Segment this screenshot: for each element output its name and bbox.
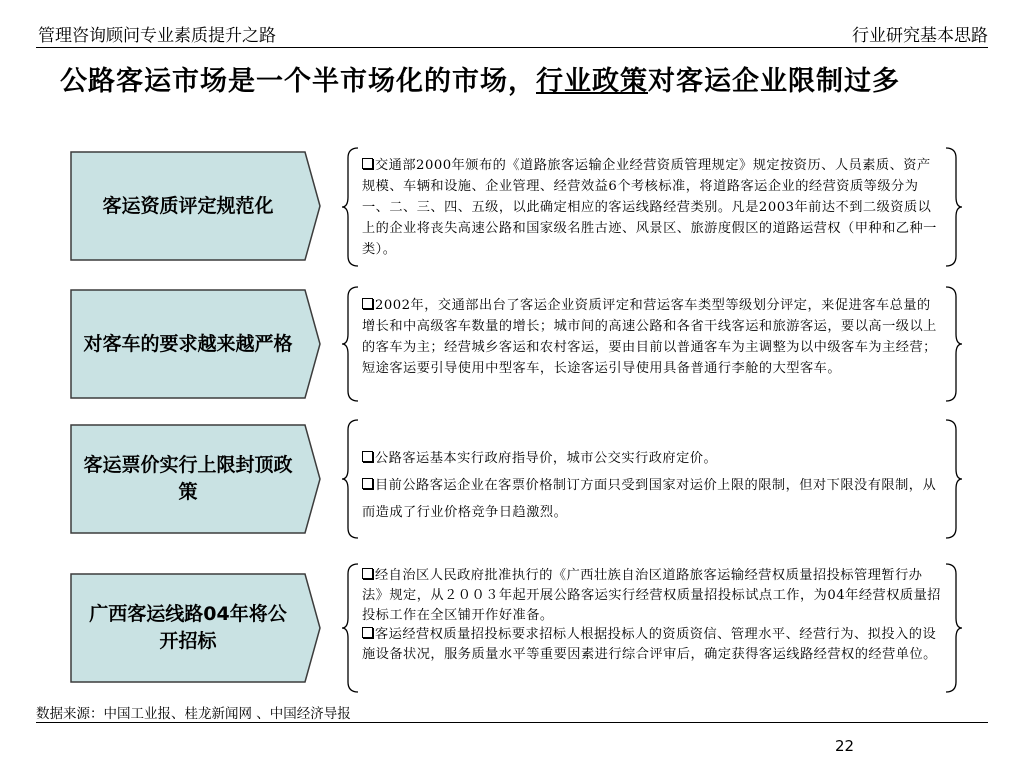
section-2-label-box [70, 289, 322, 399]
left-brace-icon [340, 562, 360, 694]
page-number: 22 [835, 737, 855, 755]
section-1-paragraph-1: 交通部2000年颁布的《道路旅客运输企业经营资质管理规定》规定按资历、人员素质、资产规模、车辆和设施、企业管理、经营效益6个考核标准，将道路客运企业的经营资质等级分为一、二、三、四、五级，以此确定相应的客运线路经营类别。凡是2003年前达不到二级资质以上的企业将丧失高速公路和国家级名胜古迹、风景区、旅游度假区的道路运营权（甲种和乙种一类）。 [362, 158, 937, 257]
right-brace-icon [944, 562, 964, 694]
header-divider [36, 47, 988, 48]
section-1-label-box [70, 151, 322, 261]
section-4-paragraph-2: 客运经营权质量招投标要求招标人根据投标人的资质资信、管理水平、经营行为、拟投入的设施设备状况，服务质量水平等重要因素进行综合评审后，确定获得客运线路经营权的经营单位。 [362, 627, 937, 663]
left-brace-icon [340, 285, 360, 403]
right-brace-icon [944, 418, 964, 540]
data-source: 数据来源：中国工业报、桂龙新闻网 、中国经济导报 [36, 706, 351, 722]
checkbox-bullet-icon [362, 298, 373, 309]
section-4-label: 广西客运线路04年将公开招标 [89, 603, 287, 652]
section-3-paragraph-1: 公路客运基本实行政府指导价，城市公交实行政府定价。 [362, 445, 942, 472]
checkbox-bullet-icon [362, 158, 373, 169]
slide-title [60, 62, 980, 102]
section-2-label: 对客车的要求越来越严格 [83, 332, 293, 355]
checkbox-bullet-icon [362, 627, 373, 638]
title-part1: 公路客运市场是一个半市场化的市场， [60, 66, 536, 97]
section-4-label-box [70, 573, 322, 683]
section-4-paragraph-1: 经自治区人民政府批准执行的《广西壮族自治区道路旅客运输经营权质量招投标管理暂行办法》规定，从２００３年起开展公路客运实行经营权质量招投标试点工作，为04年经营权质量招投标工作在全区铺开作好准备。 [362, 568, 941, 623]
checkbox-bullet-icon [362, 451, 373, 462]
left-brace-icon [340, 146, 360, 268]
header-left-title: 管理咨询顾问专业素质提升之路 [38, 26, 276, 46]
checkbox-bullet-icon [362, 568, 373, 579]
checkbox-bullet-icon [362, 478, 373, 489]
right-brace-icon [944, 285, 964, 403]
header-right-title: 行业研究基本思路 [852, 26, 988, 46]
section-3-label: 客运票价实行上限封顶政策 [83, 454, 293, 503]
section-1-label: 客运资质评定规范化 [102, 194, 274, 217]
section-3-description [362, 445, 942, 526]
title-underlined: 行业政策 [536, 66, 648, 97]
section-4-description [362, 566, 942, 665]
footer-divider [36, 722, 988, 723]
section-3-label-box [70, 424, 322, 534]
title-part2: 对客运企业限制过多 [648, 66, 900, 97]
section-1-description [362, 155, 942, 260]
right-brace-icon [944, 146, 964, 268]
section-2-description [362, 295, 942, 379]
section-3-paragraph-2: 目前公路客运企业在客票价格制订方面只受到国家对运价上限的限制，但对下限没有限制，从而造成了行业价格竞争日趋激烈。 [362, 478, 937, 520]
section-2-paragraph-1: 2002年，交通部出台了客运企业资质评定和营运客车类型等级划分评定，来促进客车总量的增长和中高级客车数量的增长；城市间的高速公路和各省干线客运和旅游客运，要以高一级以上的客车为主；经营城乡客运和农村客运，要由目前以普通客车为主调整为以中级客车为主经营；短途客运要引导使用中型客车，长途客运引导使用具备普通行李舱的大型客车。 [362, 298, 937, 376]
left-brace-icon [340, 418, 360, 540]
